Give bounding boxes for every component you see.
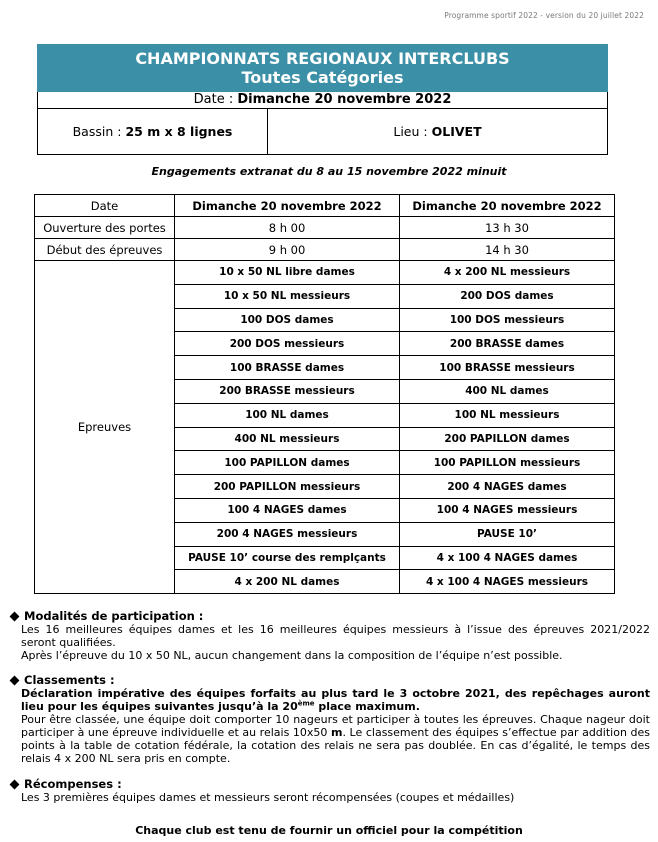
footer-note: Chaque club est tenu de fournir un officiel pour la compétition	[135, 824, 523, 837]
event-row	[35, 261, 615, 285]
page-subtitle: Toutes Catégories	[241, 68, 404, 87]
header-cell: Date	[35, 195, 175, 217]
modalites-body	[8, 623, 650, 662]
lieu-cell	[268, 109, 607, 154]
recompenses-paragraph: Les 3 premières équipes dames et messieurs seront récompensées (coupes et médailles)	[21, 791, 515, 804]
title-banner	[37, 44, 608, 92]
bassin-label: Bassin :	[72, 124, 122, 139]
diamond-bullet-icon	[10, 780, 20, 790]
table-cell: 8 h 00	[175, 217, 400, 239]
table-cell: 14 h 30	[400, 239, 615, 261]
classements-title: Classements :	[24, 673, 115, 687]
bassin-cell	[38, 109, 268, 154]
header-cell: Dimanche 20 novembre 2022	[175, 195, 400, 217]
date-label: Date :	[193, 92, 234, 107]
event-cell: 100 PAPILLON dames	[175, 451, 400, 475]
event-cell: 100 NL messieurs	[400, 403, 615, 427]
recompenses-body	[8, 791, 650, 804]
info-row	[37, 109, 608, 155]
event-cell: 200 4 NAGES messieurs	[175, 522, 400, 546]
row-label: Ouverture des portes	[35, 217, 175, 239]
event-cell: 4 x 100 4 NAGES dames	[400, 546, 615, 570]
event-cell: 200 BRASSE dames	[400, 332, 615, 356]
event-cell: 100 4 NAGES dames	[175, 498, 400, 522]
event-cell: 400 NL messieurs	[175, 427, 400, 451]
event-cell: 100 BRASSE dames	[175, 356, 400, 380]
bassin-value: 25 m x 8 lignes	[125, 124, 233, 139]
event-cell: 200 BRASSE messieurs	[175, 379, 400, 403]
event-cell: 4 x 200 NL messieurs	[400, 261, 615, 285]
header-note: Programme sportif 2022 - version du 20 juillet 2022	[444, 11, 644, 20]
rules-sections	[8, 610, 650, 804]
lieu-label: Lieu :	[393, 124, 428, 139]
event-cell: 100 DOS dames	[175, 308, 400, 332]
row-label: Début des épreuves	[35, 239, 175, 261]
recompenses-heading	[8, 778, 650, 791]
table-header-row	[35, 195, 615, 217]
table-row	[35, 239, 615, 261]
modalites-heading	[8, 610, 650, 623]
event-cell: 100 PAPILLON messieurs	[400, 451, 615, 475]
event-cell: 100 NL dames	[175, 403, 400, 427]
header-cell: Dimanche 20 novembre 2022	[400, 195, 615, 217]
event-cell: 200 PAPILLON messieurs	[175, 475, 400, 499]
page-title: CHAMPIONNATS REGIONAUX INTERCLUBS	[135, 49, 510, 68]
lieu-value: OLIVET	[431, 124, 482, 139]
event-cell: 200 4 NAGES dames	[400, 475, 615, 499]
modalites-title: Modalités de participation :	[24, 609, 204, 623]
date-row	[37, 92, 608, 109]
event-cell: 400 NL dames	[400, 379, 615, 403]
event-cell: 200 DOS dames	[400, 284, 615, 308]
recompenses-title: Récompenses :	[24, 777, 122, 791]
event-cell: PAUSE 10’	[400, 522, 615, 546]
classements-paragraph: Pour être classée, une équipe doit comporter 10 nageurs et participer à toutes les épreuves. Chaque nageur doit participer à une épreuve individuelle et au relais 10x50 m. Le classement des équipes s’effectue par addition des points à la table de cotation fédérale, la cotation des relais ne sera pas doublée. En cas d’égalité, le temps des relais 4 x 200 NL sera pris en compte.	[21, 713, 650, 765]
date-value: Dimanche 20 novembre 2022	[237, 92, 452, 107]
event-cell: 100 DOS messieurs	[400, 308, 615, 332]
epreuves-label: Epreuves	[35, 261, 175, 594]
modalites-paragraph: Après l’épreuve du 10 x 50 NL, aucun changement dans la composition de l’équipe n’est possible.	[21, 649, 563, 662]
modalites-paragraph: Les 16 meilleures équipes dames et les 16 meilleures équipes messieurs à l’issue des épreuves 2021/2022 seront qualifiées.	[21, 623, 650, 649]
extranet-note: Engagements extranat du 8 au 15 novembre 2022 minuit	[151, 165, 507, 178]
classements-body	[8, 687, 650, 765]
event-cell: 10 x 50 NL libre dames	[175, 261, 400, 285]
classements-heading	[8, 674, 650, 687]
event-cell: 200 PAPILLON dames	[400, 427, 615, 451]
schedule-table	[34, 194, 615, 594]
event-cell: 10 x 50 NL messieurs	[175, 284, 400, 308]
table-row	[35, 217, 615, 239]
event-cell: 100 BRASSE messieurs	[400, 356, 615, 380]
event-cell: 4 x 200 NL dames	[175, 570, 400, 594]
event-cell: 200 DOS messieurs	[175, 332, 400, 356]
diamond-bullet-icon	[10, 612, 20, 622]
event-cell: PAUSE 10’ course des remplçants	[175, 546, 400, 570]
diamond-bullet-icon	[10, 676, 20, 686]
event-cell: 4 x 100 4 NAGES messieurs	[400, 570, 615, 594]
event-cell: 100 4 NAGES messieurs	[400, 498, 615, 522]
classements-bold-paragraph: Déclaration impérative des équipes forfaits au plus tard le 3 octobre 2021, des repêchages auront lieu pour les équipes suivantes jusqu’à la 20ème place maximum.	[21, 687, 650, 713]
table-cell: 13 h 30	[400, 217, 615, 239]
table-cell: 9 h 00	[175, 239, 400, 261]
